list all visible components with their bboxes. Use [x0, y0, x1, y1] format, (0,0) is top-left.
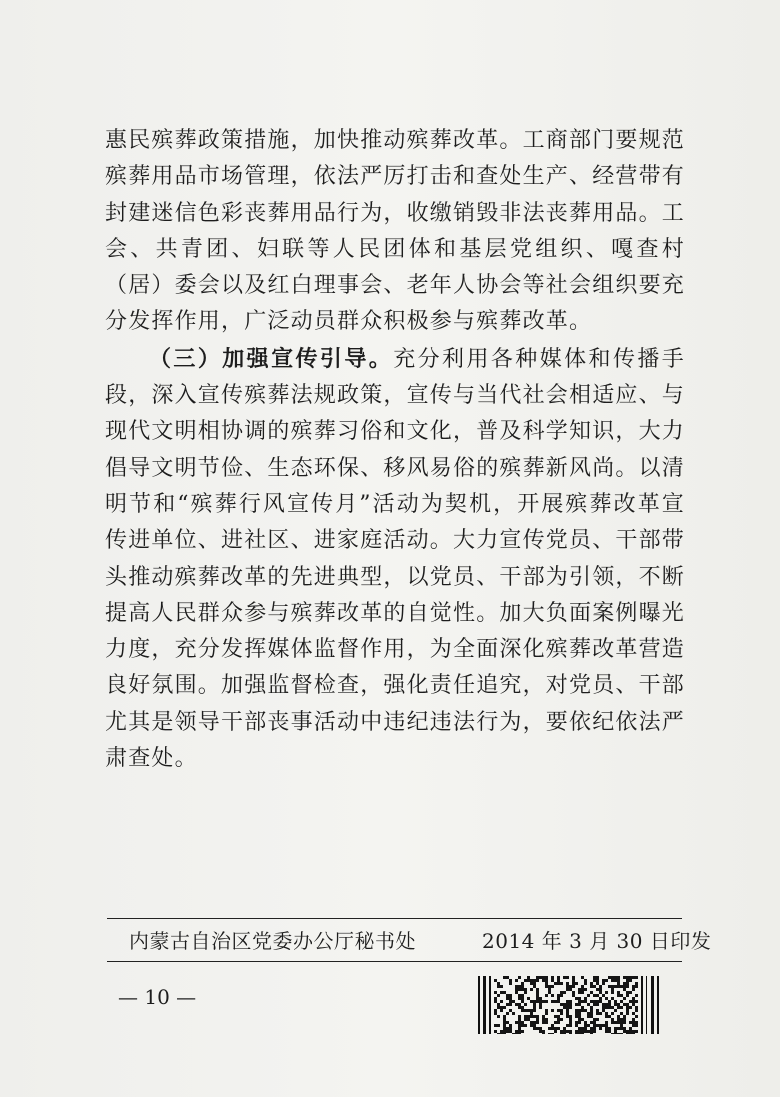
issuer-office: 内蒙古自治区党委办公厅秘书处: [129, 929, 416, 953]
body-text: [105, 123, 685, 777]
paragraph-2-text: 充分利用各种媒体和传播手段，深入宣传殡葬法规政策，宣传与当代社会相适应、与现代文明相协调的殡葬习俗和文化，普及科学知识，大力倡导文明节俭、生态环保、移风易俗的殡葬新风尚。以清明节和“殡葬行风宣传月”活动为契机，开展殡葬改革宣传进单位、进社区、进家庭活动。大力宣传党员、干部带头推动殡葬改革的先进典型，以党员、干部为引领，不断提高人民群众参与殡葬改革的自觉性。加大负面案例曝光力度，充分发挥媒体监督作用，为全面深化殡葬改革营造良好氛围。加强监督检查，强化责任追究，对党员、干部尤其是领导干部丧事活动中违纪违法行为，要依纪依法严肃查处。: [105, 346, 686, 772]
paragraph-1: [105, 123, 685, 341]
paragraph-1-text: 惠民殡葬政策措施，加快推动殡葬改革。工商部门要规范殡葬用品市场管理，依法严厉打击和查处生产、经营带有封建迷信色彩丧葬用品行为，收缴销毁非法丧葬用品。工会、共青团、妇联等人民团体和基层党组织、嘎查村（居）委会以及红白理事会、老年人协会等社会组织要充分发挥作用，广泛动员群众积极参与殡葬改革。: [105, 128, 686, 335]
barcode-icon: [478, 976, 664, 1034]
footer-rule-bottom: [107, 961, 682, 962]
page-number: — 10 —: [118, 985, 197, 1009]
footer-rule-top: [107, 918, 682, 919]
issue-date: 2014 年 3 月 30 日印发: [482, 929, 712, 953]
section-heading: （三）加强宣传引导。: [149, 345, 394, 372]
paragraph-2: [105, 341, 685, 778]
